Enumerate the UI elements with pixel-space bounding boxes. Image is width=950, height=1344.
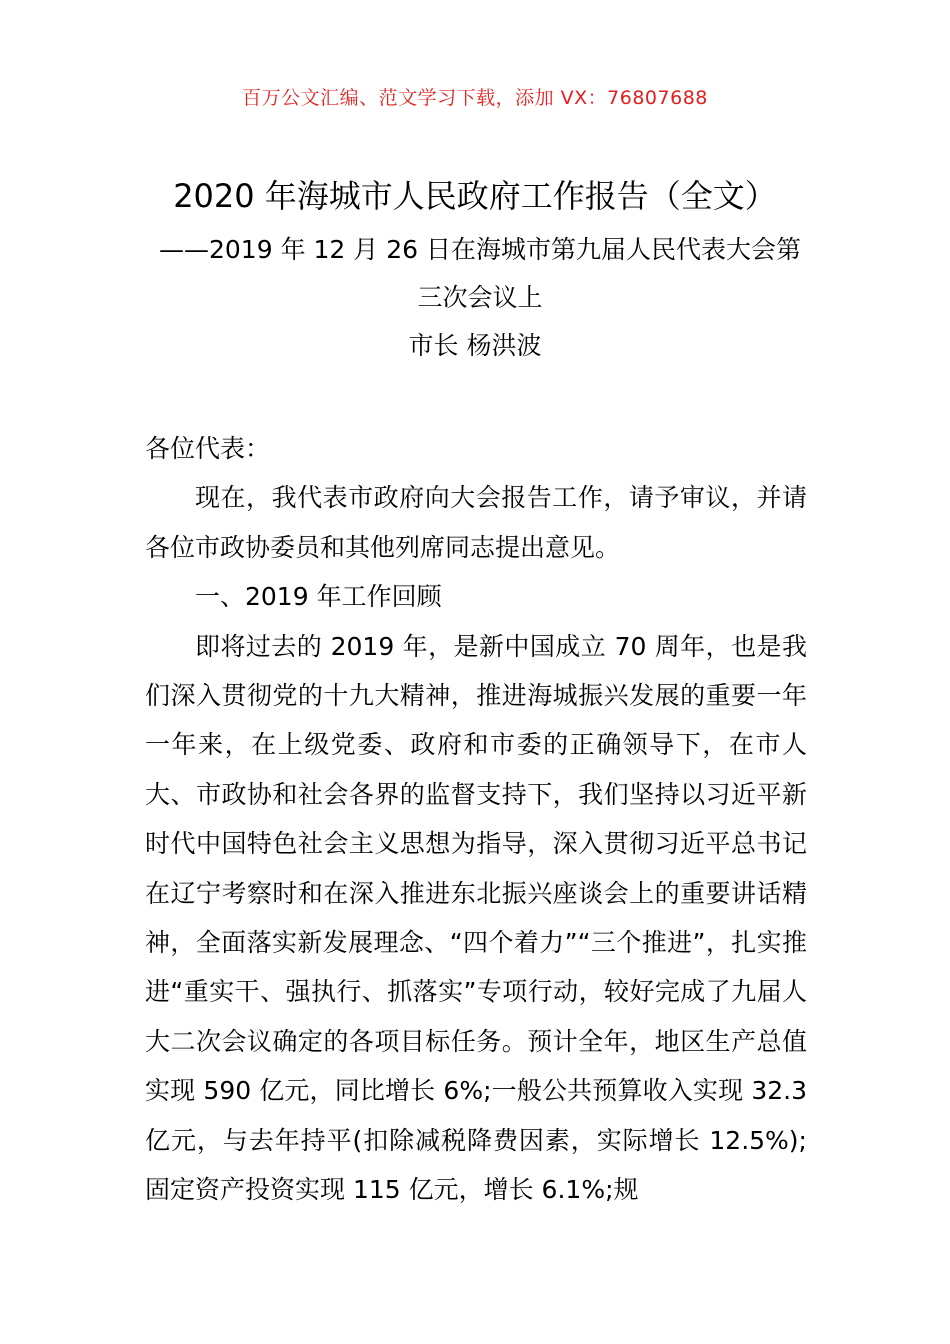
promo-banner: 百万公文汇编、范文学习下载，添加 VX：76807688: [242, 87, 708, 109]
intro-paragraph: 现在，我代表市政府向大会报告工作，请予审议，并请各位市政协委员和其他列席同志提出意见。: [145, 483, 807, 562]
salutation: 各位代表：: [145, 434, 271, 463]
document-body: [145, 424, 807, 1215]
review-paragraph: 即将过去的 2019 年，是新中国成立 70 周年，也是我们深入贯彻党的十九大精神，推进海城振兴发展的重要一年一年来，在上级党委、政府和市委的正确领导下，在市人大、市政协和社会各界的监督支持下，我们坚持以习近平新时代中国特色社会主义思想为指导，深入贯彻习近平总书记在辽宁考察时和在深入推进东北振兴座谈会上的重要讲话精神，全面落实新发展理念、“四个着力”“三个推进”，扎实推进“重实干、强执行、抓落实”专项行动，较好完成了九届人大二次会议确定的各项目标任务。预计全年，地区生产总值实现 590 亿元，同比增长 6%;一般公共预算收入实现 32.3 亿元，与去年持平(扣除减税降费因素，实际增长 12.5%);固定资产投资实现 115 亿元，增长 6.1%;规: [145, 631, 807, 1205]
document-title: 2020 年海城市人民政府工作报告（全文）: [173, 177, 777, 215]
document-subtitle: ——2019 年 12 月 26 日在海城市第九届人民代表大会第三次会议上: [159, 235, 801, 312]
document-author: 市长 杨洪波: [408, 331, 542, 360]
section-heading: 一、2019 年工作回顾: [195, 582, 442, 612]
